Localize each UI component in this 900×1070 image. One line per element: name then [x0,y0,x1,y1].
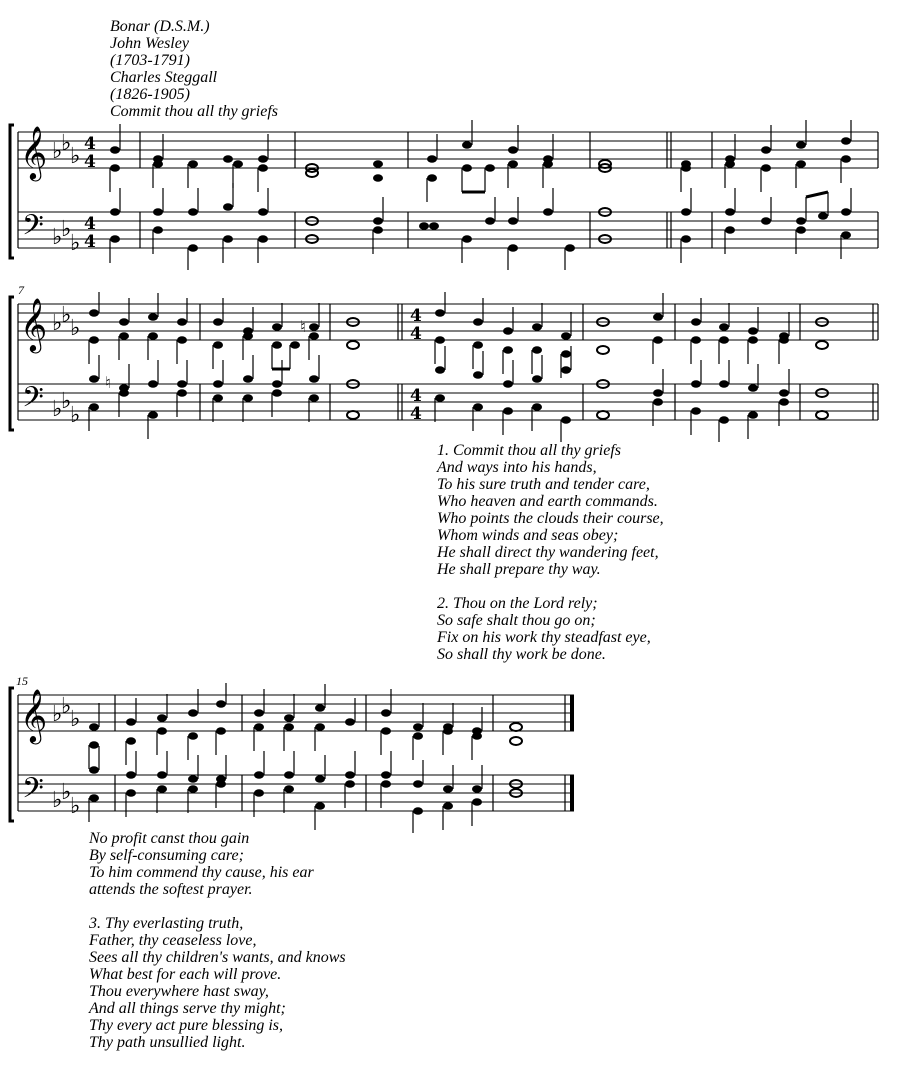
credits [110,18,278,120]
credit-title: Commit thou all thy griefs [110,103,278,120]
verse-line: And all things serve thy might; [89,1000,286,1017]
svg-text:4: 4 [410,324,422,344]
verse-line: To him commend thy cause, his ear [89,864,314,881]
verse-line [437,578,664,595]
barlines [18,304,878,420]
svg-text:♭: ♭ [61,694,72,719]
credit-composer-dates: (1826-1905) [110,86,190,103]
verse-line: Who heaven and earth commands. [437,493,658,510]
verse-line: By self-consuming care; [89,847,244,864]
svg-text:♭: ♭ [70,144,81,169]
staff-treble [18,132,878,168]
notes-bass [110,203,851,252]
treble-clef-icon: 𝄞 [20,297,48,351]
verse-line: So shall thy work be done. [437,646,606,663]
svg-text:♭: ♭ [52,397,63,422]
verse-block-b [89,830,346,1051]
credit-lyricist: John Wesley [110,35,189,52]
verse-line: Thou everywhere hast sway, [89,983,269,1000]
svg-text:♭: ♭ [52,788,63,813]
final-barline [570,695,574,811]
treble-clef-icon: 𝄞 [20,125,48,179]
bass-clef-icon: 𝄢 [22,381,44,421]
verse-line: And ways into his hands, [437,459,597,476]
time-signature [410,306,422,424]
measure-number-7: 7 [18,283,24,297]
verse-line: Whom winds and seas obey; [437,527,619,544]
svg-text:4: 4 [84,134,96,154]
svg-text:♭: ♭ [52,139,63,164]
measure-number-15: 15 [16,674,28,688]
verse-line: Thy every act pure blessing is, [89,1017,284,1034]
svg-text:♭: ♭ [61,217,72,242]
barlines [18,695,565,811]
flat-icon [52,303,80,428]
staff-treble [18,695,574,731]
notes-treble [89,700,522,749]
verse-line: 1. Commit thou all thy griefs [437,442,621,459]
barlines [18,132,878,248]
svg-text:4: 4 [84,232,96,252]
stems-bass [89,346,789,442]
svg-text:♭: ♭ [61,389,72,414]
svg-text:♭: ♭ [70,707,81,732]
svg-text:♮: ♮ [105,373,111,392]
verse-line: No profit canst thou gain [89,830,250,847]
svg-text:4: 4 [84,214,96,234]
svg-text:♭: ♭ [52,702,63,727]
verse-line: He shall prepare thy way. [437,561,601,578]
verse-line: He shall direct thy wandering feet, [437,544,659,561]
bass-clef-icon: 𝄢 [22,209,44,249]
svg-text:4: 4 [84,152,96,172]
svg-text:4: 4 [410,386,422,406]
music-system-2 [0,292,900,442]
svg-text:4: 4 [410,404,422,424]
verse-line: So safe shalt thou go on; [437,612,596,629]
grand-staff-brace [10,297,14,430]
verse-line: Who points the clouds their course, [437,510,664,527]
time-signature [84,134,96,252]
grand-staff-brace [10,688,14,821]
verse-line: Father, thy ceaseless love, [89,932,257,949]
svg-text:♭: ♭ [70,403,81,428]
verse-line: 2. Thou on the Lord rely; [437,595,598,612]
svg-text:♭: ♭ [70,316,81,341]
svg-text:♭: ♭ [52,225,63,250]
grand-staff-brace [10,125,14,258]
svg-text:♭: ♭ [61,303,72,328]
verse-line: Sees all thy children's wants, and knows [89,949,346,966]
stems-bass [110,183,851,270]
svg-text:♮: ♮ [300,317,306,336]
treble-clef-icon: 𝄞 [20,688,48,742]
svg-text:♭: ♭ [70,794,81,819]
staff-bass [18,775,574,811]
verse-line: attends the softest prayer. [89,881,253,898]
beams [462,192,828,197]
verse-block-a [437,442,664,663]
staff-treble [18,304,878,340]
notes-bass [89,766,522,815]
flat-icon [52,131,80,256]
music-system-3 [0,683,900,833]
svg-text:♭: ♭ [70,231,81,256]
verse-line: To his sure truth and tender care, [437,476,650,493]
credit-lyricist-dates: (1703-1791) [110,52,190,69]
flat-icon [52,694,80,819]
verse-line: What best for each will prove. [89,966,282,983]
verse-line [89,898,346,915]
music-system-1 [0,120,900,270]
bass-clef-icon: 𝄢 [22,772,44,812]
svg-text:4: 4 [410,306,422,326]
credit-composer: Charles Steggall [110,69,218,86]
verse-line: Thy path unsullied light. [89,1034,246,1051]
credit-meter: Bonar (D.S.M.) [110,18,210,35]
staff-bass [18,212,878,248]
svg-text:♭: ♭ [61,131,72,156]
svg-text:♭: ♭ [52,311,63,336]
verse-line: Fix on his work thy steadfast eye, [437,629,651,646]
svg-text:♭: ♭ [61,780,72,805]
verse-line: 3. Thy everlasting truth, [89,915,244,932]
stems-treble [89,292,789,378]
